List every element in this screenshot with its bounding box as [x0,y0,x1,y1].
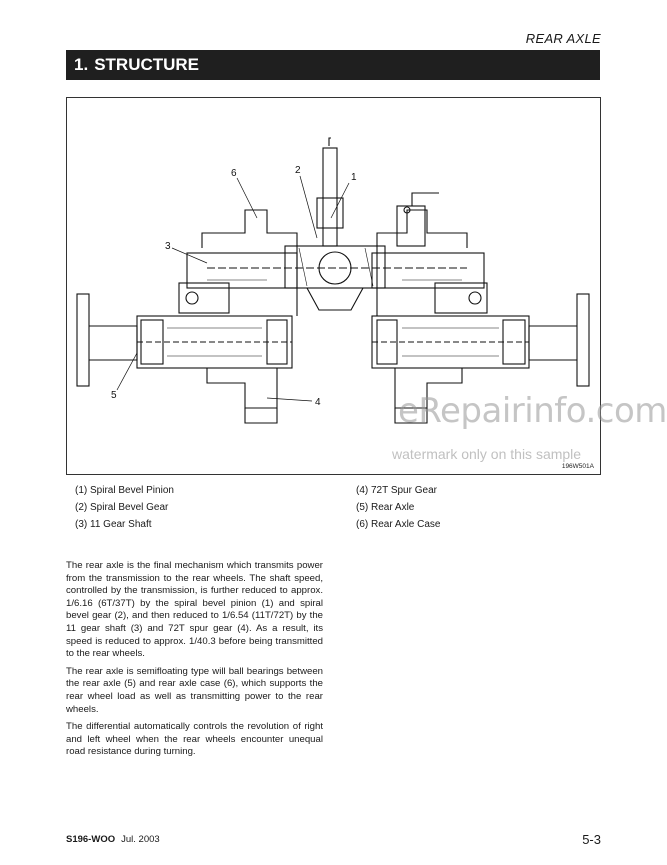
document-code: S196-WOO [66,834,116,845]
body-text [66,560,323,764]
section-number: 1. [74,55,89,74]
legend-item-4: (4) 72T Spur Gear [356,485,437,496]
legend-item-5: (5) Rear Axle [356,502,415,513]
legend-right [356,482,440,533]
watermark-subtext: watermark only on this sample [392,446,582,462]
leader-6 [237,178,257,218]
left-wheel-flange [77,294,89,386]
legend-item-2: (2) Spiral Bevel Gear [75,502,169,513]
legend-item-3: (3) 11 Gear Shaft [75,519,152,530]
callout-3: 3 [165,241,171,252]
callout-5: 5 [111,390,117,401]
watermark-text: eRepairinfo.com [398,391,667,431]
body-paragraph: The differential automatically controls the revolution of right and left wheel when the rear wheels encounter unequal road resistance during turning. [66,721,323,758]
right-wheel-flange [577,294,589,386]
leader-4 [267,398,312,401]
body-paragraph: The rear axle is semifloating type will ball bearings between the rear axle (5) and rear axle case (6), which supports the rear wheel load as well as transmitting power to the rear wheels. [66,665,323,715]
section-title-bar [66,50,600,80]
leader-2 [300,176,317,238]
legend-item-6: (6) Rear Axle Case [356,519,441,530]
page-number: 5-3 [582,832,601,847]
leader-1 [331,183,349,218]
leader-3 [172,248,207,263]
callout-1: 1 [351,172,357,183]
body-paragraph: The rear axle is the final mechanism which transmits power from the transmission to the rear wheels. The shaft speed, controlled by the transmission, is further reduced to approx. 1/6.16 (6T/37T) by the spiral bevel pinion (1) and spiral bevel gear (2), and then reduced to 1/6.54 (11T/72T) by the 11 gear shaft (3) and 72T spur gear (4). As a result, its speed is reduced to approx. 1/40.3 before being transmitted to the rear wheels. [66,560,323,660]
callout-2: 2 [295,165,301,176]
document-date: Jul. 2003 [121,834,160,845]
legend-left [75,482,174,533]
leader-5 [117,353,137,390]
callout-6: 6 [231,168,237,179]
figure-code: 196W501A [561,463,594,470]
legend-item-1: (1) Spiral Bevel Pinion [75,485,174,496]
callout-4: 4 [315,397,321,408]
footer-left [66,834,160,845]
section-header: REAR AXLE [525,31,601,46]
section-title: STRUCTURE [94,55,200,74]
